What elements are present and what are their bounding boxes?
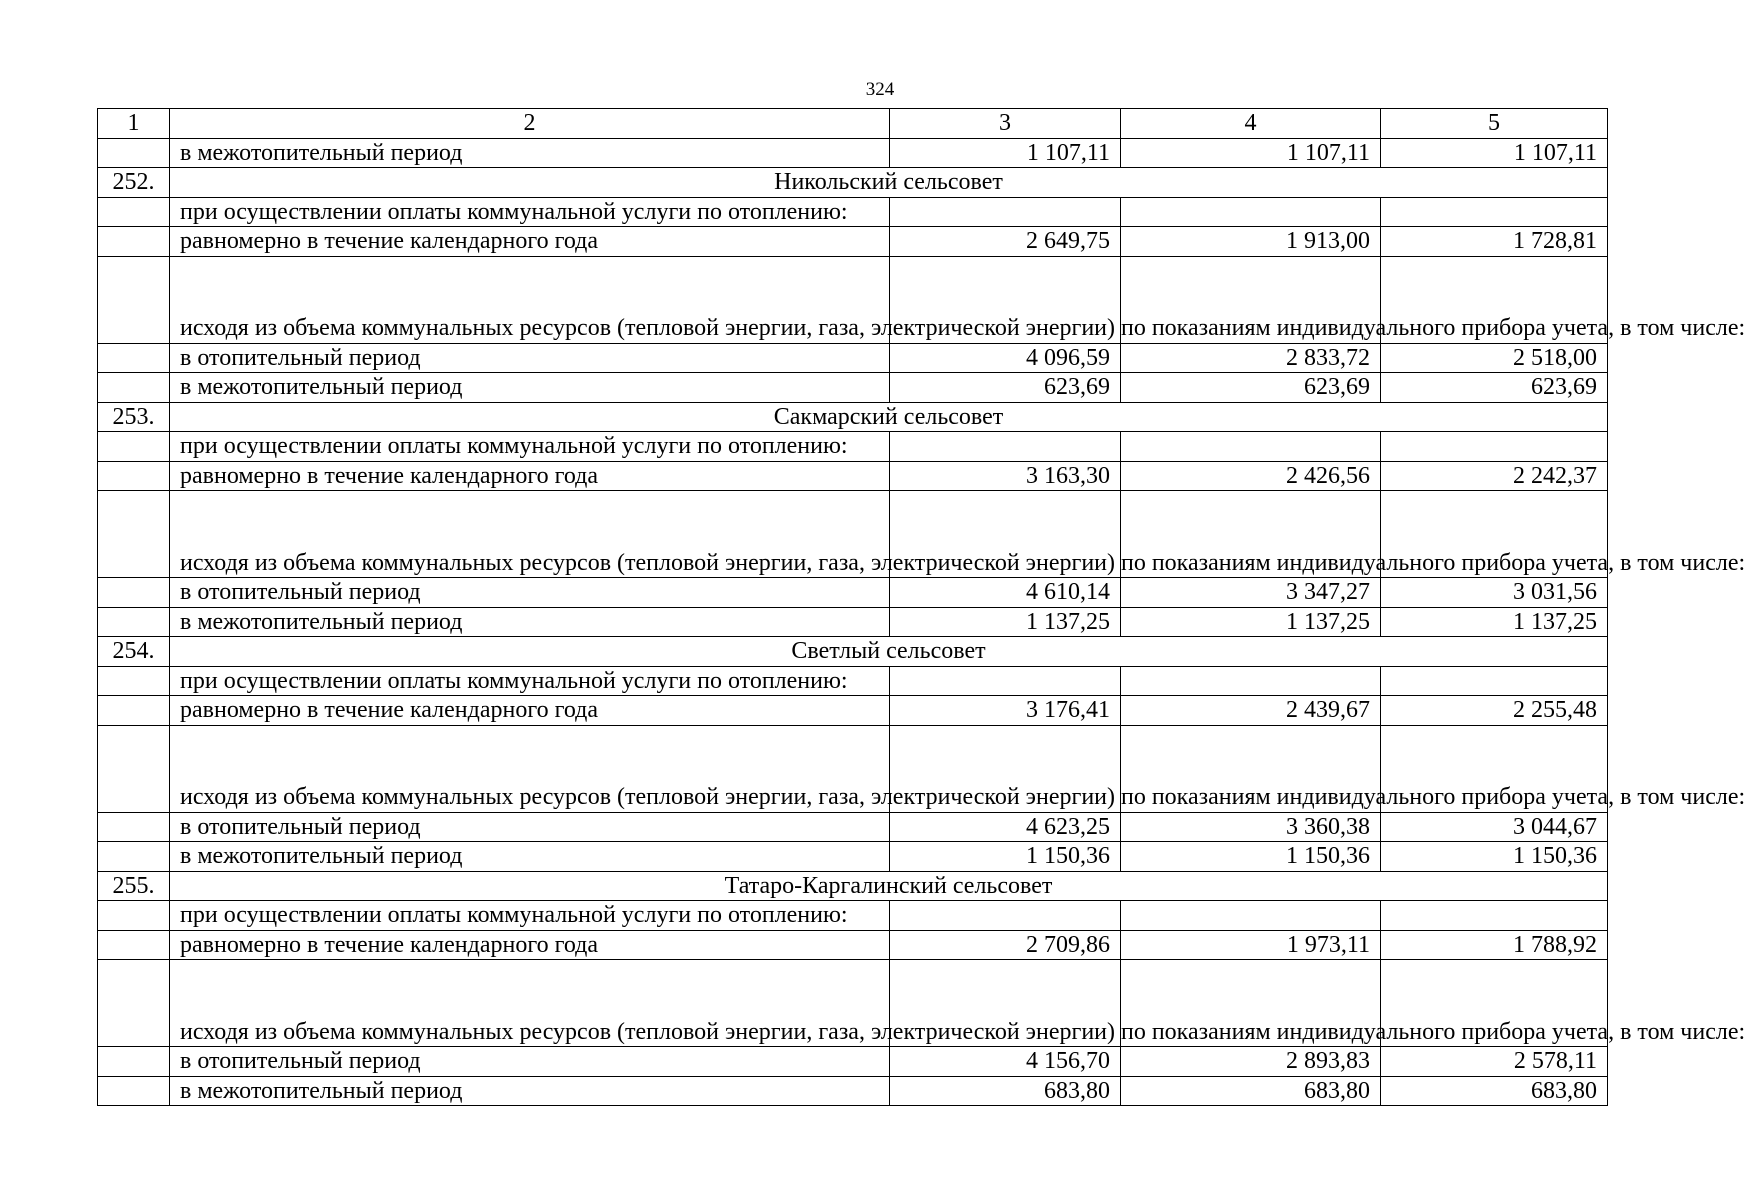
table-row [98, 138, 1608, 168]
value-column-4: 683,80 [1121, 1076, 1381, 1106]
table-row [98, 1076, 1608, 1106]
value-column-4: 1 973,11 [1121, 930, 1381, 960]
row-number [98, 696, 170, 726]
value-column-5: 3 031,56 [1381, 578, 1608, 608]
value-column-4 [1121, 197, 1381, 227]
row-number: 253. [98, 402, 170, 432]
value-column-3 [890, 432, 1121, 462]
section-title: Никольский сельсовет [170, 168, 1608, 198]
table-row [98, 578, 1608, 608]
table-row [98, 725, 1608, 812]
value-column-4: 1 913,00 [1121, 227, 1381, 257]
table-row [98, 842, 1608, 872]
value-column-5: 623,69 [1381, 373, 1608, 403]
row-description: исходя из объема коммунальных ресурсов (тепловой энергии, газа, электрической энергии) по показаниям индивидуального прибора учета, в том числе: [170, 491, 890, 578]
value-column-3: 2 709,86 [890, 930, 1121, 960]
value-column-4: 1 107,11 [1121, 138, 1381, 168]
row-description: при осуществлении оплаты коммунальной услуги по отоплению: [170, 666, 890, 696]
value-column-3: 4 623,25 [890, 812, 1121, 842]
table-row [98, 373, 1608, 403]
value-column-4: 3 347,27 [1121, 578, 1381, 608]
row-number: 254. [98, 637, 170, 667]
value-column-4: 2 833,72 [1121, 343, 1381, 373]
row-number [98, 373, 170, 403]
section-row [98, 637, 1608, 667]
table-row [98, 197, 1608, 227]
table-row [98, 812, 1608, 842]
row-number [98, 256, 170, 343]
value-column-5: 1 137,25 [1381, 607, 1608, 637]
row-description: исходя из объема коммунальных ресурсов (тепловой энергии, газа, электрической энергии) по показаниям индивидуального прибора учета, в том числе: [170, 960, 890, 1047]
row-description: равномерно в течение календарного года [170, 696, 890, 726]
value-column-5: 2 518,00 [1381, 343, 1608, 373]
value-column-4: 2 426,56 [1121, 461, 1381, 491]
row-description: в межотопительный период [170, 373, 890, 403]
value-column-5: 1 788,92 [1381, 930, 1608, 960]
table-row [98, 607, 1608, 637]
row-description: в отопительный период [170, 1047, 890, 1077]
row-description: в отопительный период [170, 343, 890, 373]
section-title: Сакмарский сельсовет [170, 402, 1608, 432]
column-header: 1 [98, 109, 170, 139]
table-row [98, 696, 1608, 726]
row-number [98, 197, 170, 227]
value-column-4 [1121, 432, 1381, 462]
row-number: 252. [98, 168, 170, 198]
row-description: при осуществлении оплаты коммунальной услуги по отоплению: [170, 197, 890, 227]
row-description: при осуществлении оплаты коммунальной услуги по отоплению: [170, 901, 890, 931]
section-row [98, 402, 1608, 432]
value-column-4: 2 439,67 [1121, 696, 1381, 726]
section-title: Татаро-Каргалинский сельсовет [170, 871, 1608, 901]
row-number [98, 666, 170, 696]
row-number [98, 578, 170, 608]
table-row [98, 461, 1608, 491]
table-row [98, 432, 1608, 462]
row-description: исходя из объема коммунальных ресурсов (тепловой энергии, газа, электрической энергии) по показаниям индивидуального прибора учета, в том числе: [170, 256, 890, 343]
table-row [98, 227, 1608, 257]
row-number: 255. [98, 871, 170, 901]
row-number [98, 1047, 170, 1077]
value-column-4: 1 137,25 [1121, 607, 1381, 637]
value-column-5 [1381, 197, 1608, 227]
tariff-table [97, 108, 1746, 1106]
value-column-5: 1 150,36 [1381, 842, 1608, 872]
column-header: 5 [1381, 109, 1608, 139]
value-column-3 [890, 197, 1121, 227]
value-column-5 [1381, 901, 1608, 931]
value-column-5: 683,80 [1381, 1076, 1608, 1106]
value-column-3: 1 107,11 [890, 138, 1121, 168]
table-row [98, 491, 1608, 578]
section-row [98, 168, 1608, 198]
value-column-3: 2 649,75 [890, 227, 1121, 257]
value-column-3 [890, 901, 1121, 931]
row-number [98, 432, 170, 462]
row-number [98, 1076, 170, 1106]
value-column-3: 4 156,70 [890, 1047, 1121, 1077]
value-column-5: 2 578,11 [1381, 1047, 1608, 1077]
row-number [98, 607, 170, 637]
table-row [98, 256, 1608, 343]
table-row [98, 343, 1608, 373]
row-number [98, 227, 170, 257]
row-number [98, 842, 170, 872]
value-column-5: 3 044,67 [1381, 812, 1608, 842]
row-description: в отопительный период [170, 578, 890, 608]
column-header: 4 [1121, 109, 1381, 139]
value-column-3 [890, 666, 1121, 696]
value-column-5: 2 255,48 [1381, 696, 1608, 726]
row-description: в межотопительный период [170, 842, 890, 872]
value-column-5 [1381, 432, 1608, 462]
section-row [98, 871, 1608, 901]
row-number [98, 901, 170, 931]
row-description: исходя из объема коммунальных ресурсов (тепловой энергии, газа, электрической энергии) по показаниям индивидуального прибора учета, в том числе: [170, 725, 890, 812]
row-description: при осуществлении оплаты коммунальной услуги по отоплению: [170, 432, 890, 462]
value-column-4: 3 360,38 [1121, 812, 1381, 842]
value-column-5 [1381, 666, 1608, 696]
row-number [98, 491, 170, 578]
value-column-4: 1 150,36 [1121, 842, 1381, 872]
row-number [98, 138, 170, 168]
value-column-4: 623,69 [1121, 373, 1381, 403]
value-column-3: 683,80 [890, 1076, 1121, 1106]
value-column-5: 2 242,37 [1381, 461, 1608, 491]
value-column-5: 1 728,81 [1381, 227, 1608, 257]
table-row [98, 666, 1608, 696]
row-description: в межотопительный период [170, 607, 890, 637]
row-description: равномерно в течение календарного года [170, 227, 890, 257]
row-number [98, 930, 170, 960]
row-description: равномерно в течение календарного года [170, 930, 890, 960]
column-header: 2 [170, 109, 890, 139]
value-column-5: 1 107,11 [1381, 138, 1608, 168]
row-description: в межотопительный период [170, 1076, 890, 1106]
column-header: 3 [890, 109, 1121, 139]
value-column-3: 1 150,36 [890, 842, 1121, 872]
row-number [98, 343, 170, 373]
row-number [98, 461, 170, 491]
value-column-3: 3 163,30 [890, 461, 1121, 491]
row-description: равномерно в течение календарного года [170, 461, 890, 491]
table-row [98, 960, 1608, 1047]
table-row [98, 930, 1608, 960]
value-column-4 [1121, 901, 1381, 931]
row-number [98, 725, 170, 812]
table-row [98, 901, 1608, 931]
value-column-3: 1 137,25 [890, 607, 1121, 637]
value-column-3: 623,69 [890, 373, 1121, 403]
value-column-3: 4 610,14 [890, 578, 1121, 608]
table-header-row [98, 109, 1608, 139]
value-column-3: 4 096,59 [890, 343, 1121, 373]
table-row [98, 1047, 1608, 1077]
row-number [98, 960, 170, 1047]
page-number: 324 [865, 79, 895, 100]
value-column-4 [1121, 666, 1381, 696]
row-description: в отопительный период [170, 812, 890, 842]
row-description: в межотопительный период [170, 138, 890, 168]
section-title: Светлый сельсовет [170, 637, 1608, 667]
value-column-4: 2 893,83 [1121, 1047, 1381, 1077]
row-number [98, 812, 170, 842]
value-column-3: 3 176,41 [890, 696, 1121, 726]
